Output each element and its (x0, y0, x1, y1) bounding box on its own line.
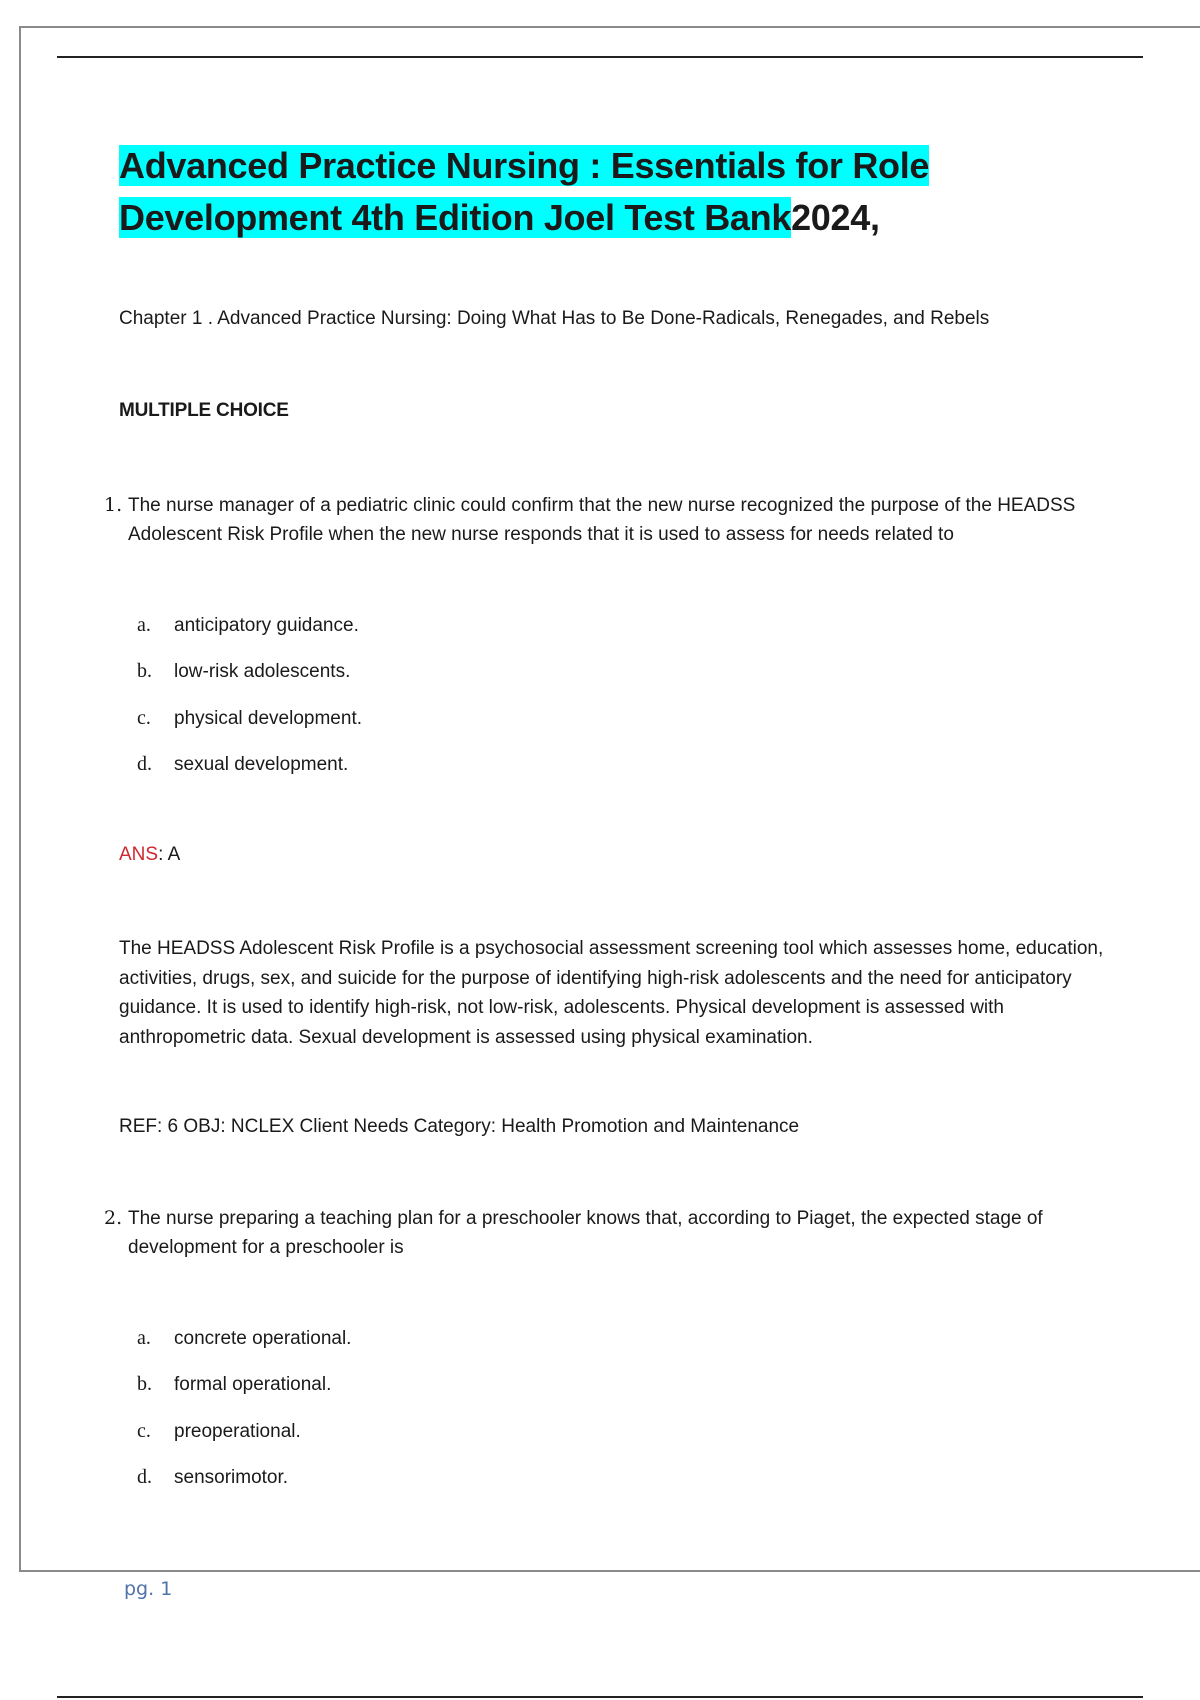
chapter-heading: Chapter 1 . Advanced Practice Nursing: Doing What Has to Be Done-Radicals, Renegades, and Rebels (119, 308, 990, 329)
option-letter: b. (137, 1373, 152, 1395)
question-text: The nurse preparing a teaching plan for a preschooler knows that, according to Piaget, the expected stage of development for a preschooler is (128, 1208, 1043, 1258)
option-d (137, 1466, 288, 1489)
title-line-1: Advanced Practice Nursing : Essentials for Role (119, 145, 930, 186)
answer-label: ANS (119, 844, 159, 865)
option-letter: a. (137, 614, 151, 636)
title-year: 2024, (791, 197, 880, 238)
option-text: anticipatory guidance. (174, 615, 359, 636)
question-number: 2. (104, 1207, 123, 1229)
option-text: low-risk adolescents. (174, 661, 351, 682)
question-2 (104, 1204, 1114, 1262)
top-divider (57, 56, 1143, 58)
option-letter: a. (137, 1327, 151, 1349)
reference-line: REF: 6 OBJ: NCLEX Client Needs Category: Health Promotion and Maintenance (119, 1116, 800, 1137)
option-b (137, 1373, 331, 1396)
bottom-divider (57, 1696, 1143, 1698)
option-c (137, 1420, 301, 1443)
page-number: pg. 1 (124, 1578, 173, 1600)
question-text: The nurse manager of a pediatric clinic could confirm that the new nurse recognized the purpose of the HEADSS Adolescent Risk Profile when the new nurse responds that it is used to assess for needs related to (128, 495, 1076, 545)
option-b (137, 660, 350, 683)
question-number: 1. (104, 494, 123, 516)
answer-line (119, 844, 180, 866)
option-a (137, 614, 359, 637)
answer-value: : A (158, 844, 181, 865)
rationale-text: The HEADSS Adolescent Risk Profile is a psychosocial assessment screening tool which assesses home, education, activities, drugs, sex, and suicide for the purpose of identifying high-risk adolescents and the need for anticipatory guidance. It is used to identify high-risk, not low-risk, adolescents. Physical development is assessed with anthropometric data. Sexual development is assessed using physical examination. (119, 938, 1104, 1048)
option-letter: d. (137, 753, 152, 775)
option-letter: c. (137, 1420, 151, 1442)
option-a (137, 1327, 351, 1350)
option-letter: d. (137, 1466, 152, 1488)
option-c (137, 707, 362, 730)
document-title (119, 140, 1109, 244)
option-text: preoperational. (174, 1421, 301, 1442)
question-1 (104, 491, 1114, 549)
option-text: physical development. (174, 708, 362, 729)
option-text: sexual development. (174, 754, 349, 775)
option-letter: b. (137, 660, 152, 682)
title-line-2: Development 4th Edition Joel Test Bank (119, 197, 792, 238)
option-text: formal operational. (174, 1374, 332, 1395)
option-letter: c. (137, 707, 151, 729)
option-d (137, 753, 348, 776)
option-text: sensorimotor. (174, 1467, 289, 1488)
option-text: concrete operational. (174, 1328, 352, 1349)
section-heading: MULTIPLE CHOICE (119, 400, 289, 421)
